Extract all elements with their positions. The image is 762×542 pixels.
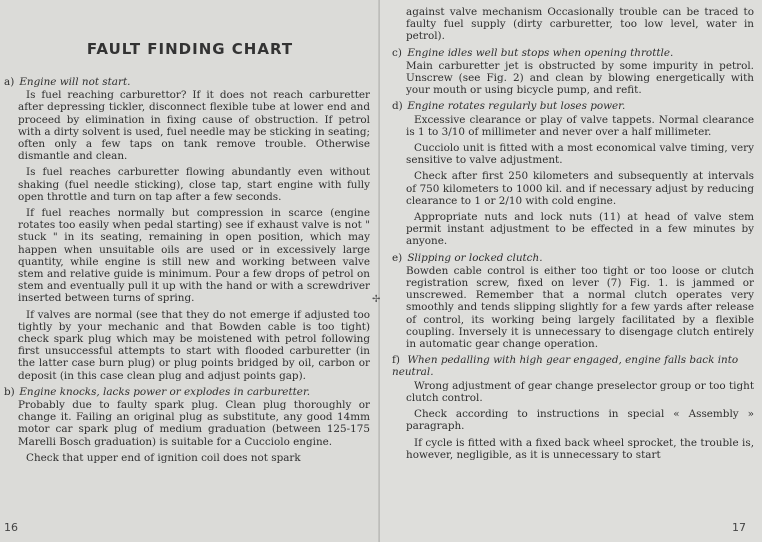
section-letter: d) (392, 100, 403, 113)
paragraph: If cycle is fitted with a fixed back wheel sprocket, the trouble is, however, negligible, as it is unnecessary to start (406, 436, 754, 461)
right-column (392, 6, 754, 465)
paragraph: Appropriate nuts and lock nuts (11) at head of valve stem permit instant adjustment to be effected in a few minutes by anyone. (406, 211, 754, 248)
page-number-left: 16 (4, 521, 18, 534)
section-heading (4, 76, 370, 88)
section-heading (392, 354, 754, 378)
section-title: Slipping or locked clutch. (407, 251, 543, 264)
section-heading (392, 100, 754, 112)
section-title: Engine will not start. (19, 76, 131, 88)
paragraph: Is fuel reaching carburettor? If it does not reach carburetter after depressing tickler, disconnect flexible tube at lower end and proceed by elimination in fixing cause of obstruction. If petrol with a dirty solvent is used, fuel needle may be sticking in seating; often only a few taps on tank remove trouble. Otherwise dismantle and clean. (18, 89, 370, 163)
section-heading (392, 252, 754, 264)
paragraph: Check that upper end of ignition coil does not spark (26, 451, 301, 464)
paragraph: Wrong adjustment of gear change preselector group or too tight clutch control. (406, 379, 754, 404)
section-title: Engine idles well but stops when opening throttle. (407, 46, 674, 59)
section-letter: e) (392, 251, 403, 264)
section-b (4, 386, 370, 464)
paragraph: Check after first 250 kilometers and subsequently at intervals of 750 kilometers to 1000 kil. and if necessary adjust by reducing clearance to 1 or 2/10 with cold engine. (406, 170, 754, 207)
section-letter: a) (4, 76, 15, 88)
section-title: Engine rotates regularly but loses power. (407, 100, 626, 113)
paragraph: Excessive clearance or play of valve tappets. Normal clearance is 1 to 3/10 of millimeter and never over a half millimeter. (406, 113, 754, 138)
section-letter: c) (392, 46, 402, 59)
section-lead: Main carburetter jet is obstructed by some impurity in petrol. Unscrew (see Fig. 2) and clean by blowing energetically with your mouth or using bicycle pump, and refit. (406, 59, 754, 97)
section-title: Engine knocks, lacks power or explodes in carburetter. (19, 385, 311, 398)
section-heading (392, 47, 754, 59)
paragraph: Is fuel reaches carburetter flowing abundantly even without shaking (fuel needle sticking), close tap, start engine with fully open throttle and turn on tap after a few seconds. (18, 166, 370, 203)
section-title: When pedalling with high gear engaged, engine falls back into neutral. (392, 354, 739, 379)
section-lead: Bowden cable control is either too tight or too loose or clutch registration screw, fixed on lever (7) Fig. 1. is jammed or unscrewed. Remember that a normal clutch operates very smoothly and tends slipping slightly for a few yards after release of control, its working being largely facilitated by a flexible coupling. Inversely it is unnecessary to disengage clutch entirely in automatic gear change operation. (406, 264, 754, 351)
right-page (372, 0, 762, 542)
paragraph: Check according to instructions in special « Assembly » paragraph. (406, 408, 754, 433)
paragraph: Cucciolo unit is fitted with a most economical valve timing, very sensitive to valve adjustment. (406, 142, 754, 167)
left-page (0, 0, 380, 542)
page-number-right: 17 (732, 521, 746, 534)
section-d (392, 100, 754, 247)
paragraph: If fuel reaches normally but compression in scarce (engine rotates too easily when pedal starting) see if exhaust valve is not " stuck " in its seating, remaining in open position, which may happen when unsuitable oils are used or in excessively large quantity, while engine is still new and working between valve stem and relative guide is minimum. Pour a few drops of petrol on stem and eventually pull it up with the hand or with a screwdriver inserted between turns of spring. (18, 207, 370, 305)
left-column (4, 76, 370, 468)
section-letter: b) (4, 385, 15, 398)
margin-mark: ✢ (372, 294, 381, 305)
section-f (392, 354, 754, 461)
paragraph: If valves are normal (see that they do not emerge if adjusted too tightly by your mechanic and that Bowden cable is too tight) check spark plug which may be moistened with petrol following first unsuccessful attempts to start with flooded carburetter (in the latter case burn plug) or plug points bridged by oil, carbon or deposit (in this case clean plug and adjust points gap). (18, 308, 370, 382)
section-heading (4, 386, 370, 398)
section-letter: f) (392, 354, 400, 367)
section-lead: Probably due to faulty spark plug. Clean plug thoroughly or change it. Failing an original plug as substitute, any good 14mm motor car spark plug of medium graduation (between 125-175 Marelli Bosch graduation) is suitable for a Cucciolo engine. (18, 399, 370, 448)
page-title: FAULT FINDING CHART (86, 40, 294, 58)
section-c (392, 47, 754, 97)
section-e (392, 252, 754, 351)
continued-text: against valve mechanism Occasionally trouble can be traced to faulty fuel supply (dirty carburetter, too low level, water in petrol). (406, 6, 754, 43)
section-a (4, 76, 370, 382)
